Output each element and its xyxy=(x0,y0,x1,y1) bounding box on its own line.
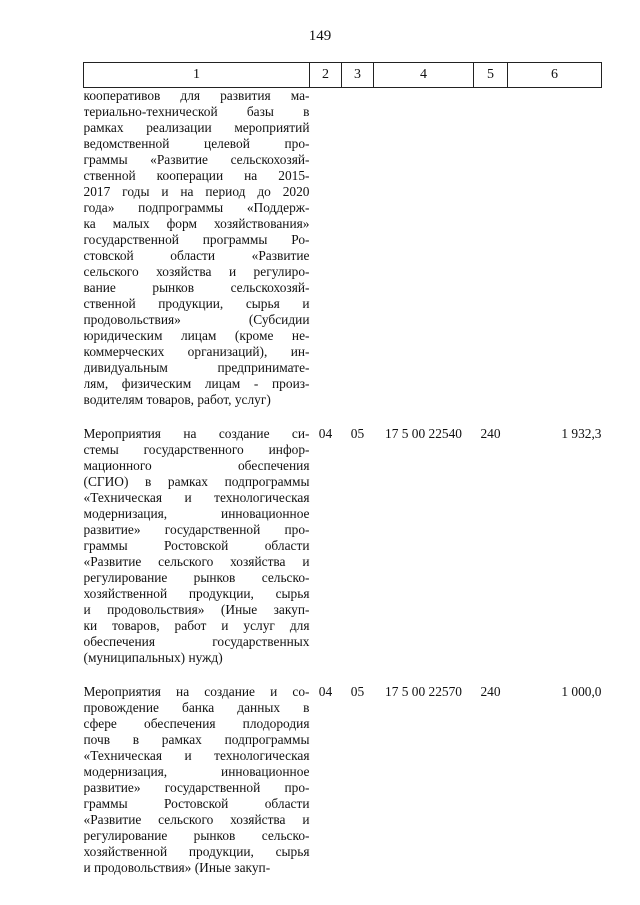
row-spacer xyxy=(84,666,602,684)
description-line: и продовольствия» (Иные закуп- xyxy=(83,602,310,617)
description-line: ка малых форм хозяйствования» xyxy=(83,216,310,231)
description-line: года» подпрограммы «Поддерж- xyxy=(83,200,310,215)
description-line: и продовольствия» (Иные закуп- xyxy=(83,860,271,875)
row-target-article-code xyxy=(374,88,474,409)
description-line: «Техническая и технологическая xyxy=(83,490,310,505)
page-number: 149 xyxy=(308,28,332,44)
row-expense-type-code: 240 xyxy=(480,426,501,441)
row-target-article-code: 17 5 00 22540 xyxy=(385,426,462,441)
table-header-row xyxy=(84,63,602,88)
spacer-cell xyxy=(84,666,310,684)
description-line: рамках реализации мероприятий xyxy=(83,120,310,135)
description-line: граммы Ростовской области xyxy=(83,538,310,553)
description-line: (СГИО) в рамках подпрограммы xyxy=(83,474,310,489)
description-line: стемы государственного инфор- xyxy=(83,442,310,457)
description-line: Мероприятия на создание си- xyxy=(83,426,310,441)
column-header-5: 5 xyxy=(474,63,508,88)
spacer-cell xyxy=(508,408,602,426)
description-line: хозяйственной продукции, сырья xyxy=(83,586,310,601)
row-description xyxy=(84,88,310,409)
description-line: регулирование рынков сельско- xyxy=(83,828,310,843)
row-spacer xyxy=(84,408,602,426)
column-header-6: 6 xyxy=(508,63,602,88)
row-section-code: 04 xyxy=(318,684,333,699)
description-line: вание рынков сельскохозяй- xyxy=(83,280,310,295)
description-line: граммы Ростовской области xyxy=(83,796,310,811)
description-line: «Техническая и технологическая xyxy=(83,748,310,763)
description-line: ственной продукции, сырья и xyxy=(83,296,310,311)
description-line: модернизация, инновационное xyxy=(83,764,310,779)
row-amount: 1 000,0 xyxy=(561,684,602,699)
description-line: коммерческих организаций), ин- xyxy=(83,344,310,359)
column-header-4: 4 xyxy=(374,63,474,88)
spacer-cell xyxy=(374,408,474,426)
row-subsection-code: 05 xyxy=(350,684,365,699)
description-line: провождение банка данных в xyxy=(83,700,310,715)
description-line: териально-технической базы в xyxy=(83,104,310,119)
row-amount: 1 932,3 xyxy=(561,426,602,441)
description-line: «Развитие сельского хозяйства и xyxy=(83,554,310,569)
spacer-cell xyxy=(508,666,602,684)
column-header-3: 3 xyxy=(342,63,374,88)
spacer-cell xyxy=(374,666,474,684)
description-line: хозяйственной продукции, сырья xyxy=(83,844,310,859)
description-line: ведомственной целевой про- xyxy=(83,136,310,151)
spacer-cell xyxy=(310,408,342,426)
row-description xyxy=(84,426,310,666)
description-line: сельского хозяйства и регулиро- xyxy=(83,264,310,279)
description-line: граммы «Развитие сельскохозяй- xyxy=(83,152,310,167)
description-line: стовской области «Развитие xyxy=(83,248,310,263)
description-line: обеспечения государственных xyxy=(83,634,310,649)
spacer-cell xyxy=(474,666,508,684)
description-line: почв в рамках подпрограммы xyxy=(83,732,310,747)
spacer-cell xyxy=(84,408,310,426)
row-description xyxy=(84,684,310,876)
description-line: лям, физическим лицам - произ- xyxy=(83,376,310,391)
description-line: Мероприятия на создание и со- xyxy=(83,684,310,699)
row-amount xyxy=(508,88,602,409)
row-subsection-code xyxy=(342,88,374,409)
spacer-cell xyxy=(474,408,508,426)
description-line: государственной программы Ро- xyxy=(83,232,310,247)
row-section-code: 04 xyxy=(318,426,333,441)
spacer-cell xyxy=(310,666,342,684)
spacer-cell xyxy=(342,666,374,684)
description-line: развитие» государственной про- xyxy=(83,780,310,795)
row-subsection-code: 05 xyxy=(350,426,365,441)
description-line: водителям товаров, работ, услуг) xyxy=(83,392,271,407)
table-row xyxy=(84,88,602,409)
table-row xyxy=(84,426,602,666)
description-line: сфере обеспечения плодородия xyxy=(83,716,310,731)
description-line: кооперативов для развития ма- xyxy=(83,88,310,103)
description-line: регулирование рынков сельско- xyxy=(83,570,310,585)
row-target-article-code: 17 5 00 22570 xyxy=(385,684,462,699)
column-header-1: 1 xyxy=(84,63,310,88)
budget-table xyxy=(83,62,602,876)
row-section-code xyxy=(310,88,342,409)
description-line: (муниципальных) нужд) xyxy=(83,650,223,665)
column-header-2: 2 xyxy=(310,63,342,88)
description-line: дивидуальным предпринимате- xyxy=(83,360,310,375)
description-line: «Развитие сельского хозяйства и xyxy=(83,812,310,827)
description-line: 2017 годы и на период до 2020 xyxy=(83,184,310,199)
description-line: ственной кооперации на 2015- xyxy=(83,168,310,183)
spacer-cell xyxy=(342,408,374,426)
description-line: ки товаров, работ и услуг для xyxy=(83,618,310,633)
description-line: мационного обеспечения xyxy=(83,458,310,473)
row-expense-type-code: 240 xyxy=(480,684,501,699)
description-line: развитие» государственной про- xyxy=(83,522,310,537)
row-expense-type-code xyxy=(474,88,508,409)
description-line: модернизация, инновационное xyxy=(83,506,310,521)
description-line: продовольствия» (Субсидии xyxy=(83,312,310,327)
table-row xyxy=(84,684,602,876)
description-line: юридическим лицам (кроме не- xyxy=(83,328,310,343)
